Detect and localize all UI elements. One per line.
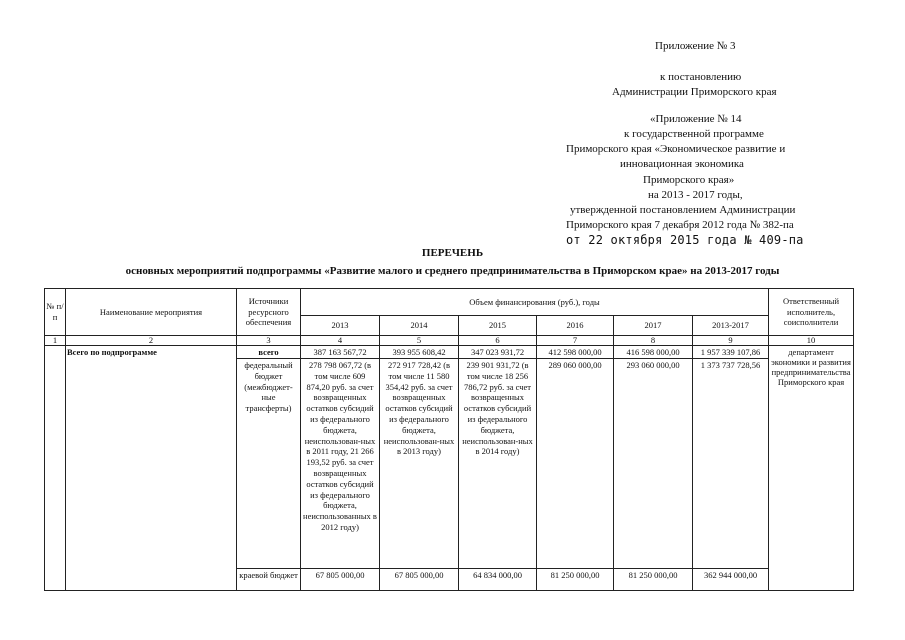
row-name-cell: Всего по подпрограмме	[66, 346, 237, 591]
value-cell: 81 250 000,00	[537, 569, 614, 591]
col-number: 7	[537, 336, 614, 346]
header-year: 2013-2017	[693, 316, 769, 336]
value-cell: 278 798 067,72 (в том числе 609 874,20 руб. за счет возвращенных остатков субсидий из федерального бюджета, неиспользован-ных в 2011 году, 21 266 193,52 руб. за счет возвращенных остатков субсидий из федерального бюджета, неиспользованных в 2012 году)	[301, 359, 380, 569]
value-cell: 416 598 000,00	[614, 346, 693, 359]
source-total: всего	[237, 346, 301, 359]
col-number: 8	[614, 336, 693, 346]
col-number: 5	[380, 336, 459, 346]
document-title: ПЕРЕЧЕНЬ	[421, 247, 484, 259]
col-number: 4	[301, 336, 380, 346]
document-subtitle: основных мероприятий подпрограммы «Развитие малого и среднего предпринимательства в Приморском крае» на 2013-2017 годы	[125, 265, 780, 277]
header-year: 2013	[301, 316, 380, 336]
value-cell: 1 373 737 728,56	[693, 359, 769, 569]
value-cell: 67 805 000,00	[301, 569, 380, 591]
table-row	[45, 346, 854, 359]
value-cell: 67 805 000,00	[380, 569, 459, 591]
header-year: 2016	[537, 316, 614, 336]
col-number: 2	[66, 336, 237, 346]
value-cell: 239 901 931,72 (в том числе 18 256 786,72 руб. за счет возвращенных остатков субсидий из федерального бюджета, неиспользован-ных в 2014 году)	[459, 359, 537, 569]
value-cell: 81 250 000,00	[614, 569, 693, 591]
row-num-cell	[45, 346, 66, 591]
measures-table	[44, 288, 854, 591]
amendment-stamp: от 22 октября 2015 года № 409-па	[566, 233, 804, 247]
col-number: 6	[459, 336, 537, 346]
value-cell: 412 598 000,00	[537, 346, 614, 359]
header-year: 2014	[380, 316, 459, 336]
value-cell: 347 023 931,72	[459, 346, 537, 359]
executor-cell: департамент экономики и развития предпринимательства Приморского края	[769, 346, 854, 591]
col-number: 9	[693, 336, 769, 346]
approval-date: Приморского края 7 декабря 2012 года № 382-па	[566, 219, 794, 231]
source-regional: краевой бюджет	[237, 569, 301, 591]
value-cell: 362 944 000,00	[693, 569, 769, 591]
header-funding: Объем финансирования (руб.), годы	[301, 289, 769, 316]
resolution-ref: к постановлению	[660, 71, 742, 83]
state-program-ref: к государственной программе	[624, 128, 764, 140]
appendix-number: Приложение № 3	[655, 40, 736, 52]
header-year: 2015	[459, 316, 537, 336]
header-executor: Ответственный исполнитель, соисполнители	[769, 289, 854, 336]
administration-ref: Администрации Приморского края	[612, 86, 777, 98]
col-number: 3	[237, 336, 301, 346]
value-cell: 387 163 567,72	[301, 346, 380, 359]
table-header-row	[45, 289, 854, 316]
header-name: Наименование мероприятия	[66, 289, 237, 336]
header-year: 2017	[614, 316, 693, 336]
value-cell: 289 060 000,00	[537, 359, 614, 569]
program-title-1: Приморского края «Экономическое развитие и	[566, 143, 786, 155]
col-number: 1	[45, 336, 66, 346]
column-number-row	[45, 336, 854, 346]
value-cell: 272 917 728,42 (в том числе 11 580 354,42 руб. за счет возвращенных остатков субсидий из федерального бюджета, неиспользован-ных в 2013 году)	[380, 359, 459, 569]
approval-ref: утвержденной постановлением Администрации	[570, 204, 796, 216]
value-cell: 64 834 000,00	[459, 569, 537, 591]
appendix-14: «Приложение № 14	[650, 113, 742, 125]
value-cell: 293 060 000,00	[614, 359, 693, 569]
program-years: на 2013 - 2017 годы,	[648, 189, 743, 201]
header-num: № п/п	[45, 289, 66, 336]
header-sources: Источники ресурсного обеспечения	[237, 289, 301, 336]
program-title-3: Приморского края»	[643, 174, 735, 186]
value-cell: 393 955 608,42	[380, 346, 459, 359]
program-title-2: инновационная экономика	[620, 158, 744, 170]
col-number: 10	[769, 336, 854, 346]
value-cell: 1 957 339 107,86	[693, 346, 769, 359]
source-federal: федеральный бюджет (межбюджет-ные трансферты)	[237, 359, 301, 569]
